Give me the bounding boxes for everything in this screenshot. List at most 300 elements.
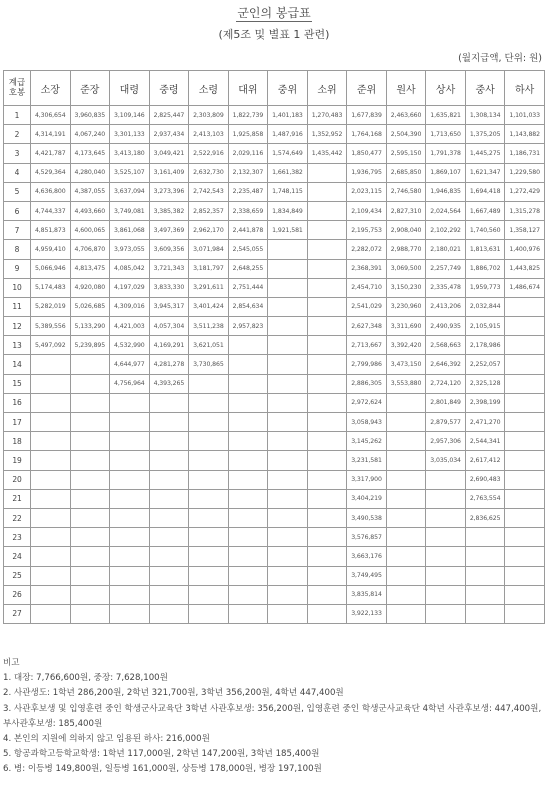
salary-cell bbox=[189, 528, 229, 547]
salary-cell bbox=[386, 508, 426, 527]
salary-cell: 1,886,702 bbox=[465, 259, 505, 278]
salary-cell: 2,454,710 bbox=[347, 278, 387, 297]
salary-cell bbox=[189, 508, 229, 527]
salary-cell bbox=[505, 566, 545, 585]
salary-cell: 1,401,183 bbox=[268, 106, 308, 125]
salary-cell: 4,281,278 bbox=[149, 355, 189, 374]
column-header: 준장 bbox=[70, 71, 110, 106]
notes-list bbox=[3, 671, 545, 777]
salary-cell: 4,085,042 bbox=[110, 259, 150, 278]
salary-cell: 1,677,839 bbox=[347, 106, 387, 125]
salary-cell: 1,445,275 bbox=[465, 144, 505, 163]
salary-cell bbox=[228, 604, 268, 623]
table-row bbox=[4, 470, 545, 489]
salary-cell bbox=[505, 297, 545, 316]
salary-cell: 2,024,564 bbox=[426, 201, 466, 220]
salary-cell bbox=[110, 566, 150, 585]
note-item: 2. 사관생도: 1학년 286,200원, 2학년 321,700원, 3학년 356,200원, 4학년 447,400원 bbox=[3, 688, 344, 699]
salary-cell: 5,026,685 bbox=[70, 297, 110, 316]
table-row bbox=[4, 451, 545, 470]
salary-cell bbox=[268, 317, 308, 336]
salary-cell: 4,280,040 bbox=[70, 163, 110, 182]
salary-cell: 2,471,270 bbox=[465, 413, 505, 432]
salary-cell: 1,229,580 bbox=[505, 163, 545, 182]
salary-cell bbox=[268, 240, 308, 259]
salary-cell: 3,071,984 bbox=[189, 240, 229, 259]
salary-cell: 1,308,134 bbox=[465, 106, 505, 125]
salary-cell bbox=[268, 393, 308, 412]
salary-cell bbox=[386, 604, 426, 623]
salary-cell bbox=[228, 374, 268, 393]
salary-cell: 5,174,483 bbox=[31, 278, 71, 297]
salary-cell: 3,401,424 bbox=[189, 297, 229, 316]
salary-cell bbox=[149, 451, 189, 470]
salary-cell bbox=[505, 585, 545, 604]
salary-cell bbox=[307, 566, 347, 585]
salary-cell bbox=[307, 336, 347, 355]
step-number: 8 bbox=[4, 240, 31, 259]
note-item: 5. 항공과학고등학교학생: 1학년 117,000원, 2학년 147,200원, 3학년 185,400원 bbox=[3, 749, 320, 760]
salary-cell: 4,813,475 bbox=[70, 259, 110, 278]
salary-cell bbox=[228, 566, 268, 585]
salary-cell: 1,487,916 bbox=[268, 125, 308, 144]
salary-cell: 3,291,611 bbox=[189, 278, 229, 297]
step-number: 18 bbox=[4, 432, 31, 451]
table-row bbox=[4, 547, 545, 566]
salary-cell: 3,609,356 bbox=[149, 240, 189, 259]
salary-cell bbox=[228, 432, 268, 451]
salary-cell bbox=[386, 547, 426, 566]
salary-cell: 1,822,739 bbox=[228, 106, 268, 125]
salary-cell bbox=[386, 451, 426, 470]
salary-cell: 3,553,880 bbox=[386, 374, 426, 393]
salary-cell: 4,706,870 bbox=[70, 240, 110, 259]
salary-cell bbox=[70, 374, 110, 393]
salary-cell: 2,937,434 bbox=[149, 125, 189, 144]
step-number: 10 bbox=[4, 278, 31, 297]
salary-cell: 2,029,116 bbox=[228, 144, 268, 163]
salary-cell bbox=[505, 451, 545, 470]
table-row bbox=[4, 432, 545, 451]
salary-cell bbox=[426, 489, 466, 508]
salary-cell: 3,181,797 bbox=[189, 259, 229, 278]
step-number: 26 bbox=[4, 585, 31, 604]
salary-cell: 2,105,915 bbox=[465, 317, 505, 336]
salary-cell bbox=[268, 585, 308, 604]
table-row bbox=[4, 297, 545, 316]
salary-cell: 4,421,787 bbox=[31, 144, 71, 163]
salary-cell bbox=[505, 413, 545, 432]
salary-cell bbox=[110, 547, 150, 566]
salary-cell bbox=[505, 355, 545, 374]
salary-cell: 1,834,849 bbox=[268, 201, 308, 220]
salary-cell bbox=[228, 470, 268, 489]
salary-cell: 2,023,115 bbox=[347, 182, 387, 201]
step-number: 22 bbox=[4, 508, 31, 527]
step-number: 2 bbox=[4, 125, 31, 144]
salary-cell: 3,833,330 bbox=[149, 278, 189, 297]
table-row bbox=[4, 393, 545, 412]
salary-cell: 2,879,577 bbox=[426, 413, 466, 432]
salary-cell: 3,861,068 bbox=[110, 221, 150, 240]
salary-cell: 1,621,347 bbox=[465, 163, 505, 182]
salary-cell bbox=[268, 336, 308, 355]
table-row bbox=[4, 259, 545, 278]
salary-cell: 1,869,107 bbox=[426, 163, 466, 182]
table-row bbox=[4, 508, 545, 527]
salary-cell: 2,836,625 bbox=[465, 508, 505, 527]
table-row bbox=[4, 125, 545, 144]
salary-cell bbox=[426, 566, 466, 585]
salary-cell: 1,186,731 bbox=[505, 144, 545, 163]
salary-cell: 3,413,180 bbox=[110, 144, 150, 163]
salary-cell bbox=[110, 604, 150, 623]
salary-cell: 4,173,645 bbox=[70, 144, 110, 163]
salary-cell: 2,988,770 bbox=[386, 240, 426, 259]
salary-cell bbox=[268, 297, 308, 316]
salary-cell bbox=[31, 566, 71, 585]
salary-cell bbox=[307, 451, 347, 470]
salary-cell: 4,959,410 bbox=[31, 240, 71, 259]
salary-cell bbox=[149, 508, 189, 527]
salary-cell: 1,791,378 bbox=[426, 144, 466, 163]
salary-cell: 1,101,033 bbox=[505, 106, 545, 125]
salary-cell: 2,335,478 bbox=[426, 278, 466, 297]
salary-cell bbox=[70, 470, 110, 489]
salary-cell: 4,744,337 bbox=[31, 201, 71, 220]
salary-cell bbox=[31, 604, 71, 623]
salary-cell bbox=[189, 604, 229, 623]
salary-cell bbox=[70, 528, 110, 547]
salary-cell bbox=[307, 604, 347, 623]
salary-cell: 2,825,447 bbox=[149, 106, 189, 125]
salary-cell: 2,646,392 bbox=[426, 355, 466, 374]
salary-cell bbox=[31, 585, 71, 604]
salary-cell: 3,230,960 bbox=[386, 297, 426, 316]
salary-cell bbox=[505, 547, 545, 566]
salary-cell bbox=[426, 508, 466, 527]
salary-cell: 3,730,865 bbox=[189, 355, 229, 374]
salary-cell bbox=[228, 547, 268, 566]
salary-cell bbox=[505, 317, 545, 336]
salary-cell: 2,801,849 bbox=[426, 393, 466, 412]
rank-step-header bbox=[4, 71, 31, 106]
column-header: 상사 bbox=[426, 71, 466, 106]
salary-cell: 4,421,003 bbox=[110, 317, 150, 336]
salary-cell: 1,813,631 bbox=[465, 240, 505, 259]
salary-cell: 2,627,348 bbox=[347, 317, 387, 336]
salary-cell: 2,799,986 bbox=[347, 355, 387, 374]
salary-cell bbox=[189, 451, 229, 470]
salary-cell: 5,239,895 bbox=[70, 336, 110, 355]
salary-cell bbox=[465, 566, 505, 585]
step-number: 20 bbox=[4, 470, 31, 489]
salary-cell: 3,231,581 bbox=[347, 451, 387, 470]
table-row bbox=[4, 355, 545, 374]
salary-cell: 3,721,343 bbox=[149, 259, 189, 278]
salary-cell bbox=[228, 489, 268, 508]
header-label-rank: 계급 bbox=[8, 78, 26, 88]
salary-cell bbox=[228, 585, 268, 604]
salary-cell bbox=[189, 489, 229, 508]
salary-cell: 2,908,040 bbox=[386, 221, 426, 240]
salary-cell bbox=[426, 604, 466, 623]
step-number: 23 bbox=[4, 528, 31, 547]
salary-cell: 3,150,230 bbox=[386, 278, 426, 297]
salary-cell: 4,314,191 bbox=[31, 125, 71, 144]
salary-cell: 4,057,304 bbox=[149, 317, 189, 336]
salary-cell bbox=[70, 604, 110, 623]
unit-note: (월지급액, 단위: 원) bbox=[458, 53, 542, 64]
page-subtitle: (제5조 및 별표 1 관련) bbox=[218, 28, 330, 41]
salary-cell: 1,443,825 bbox=[505, 259, 545, 278]
salary-cell: 3,576,857 bbox=[347, 528, 387, 547]
salary-cell: 2,441,878 bbox=[228, 221, 268, 240]
step-number: 1 bbox=[4, 106, 31, 125]
salary-cell: 2,544,341 bbox=[465, 432, 505, 451]
salary-cell: 2,338,659 bbox=[228, 201, 268, 220]
salary-cell: 4,169,291 bbox=[149, 336, 189, 355]
table-row bbox=[4, 528, 545, 547]
salary-cell: 2,827,310 bbox=[386, 201, 426, 220]
table-row bbox=[4, 221, 545, 240]
salary-cell bbox=[307, 585, 347, 604]
step-number: 24 bbox=[4, 547, 31, 566]
salary-cell bbox=[149, 393, 189, 412]
salary-cell: 2,102,292 bbox=[426, 221, 466, 240]
salary-cell: 1,143,882 bbox=[505, 125, 545, 144]
salary-cell: 4,197,029 bbox=[110, 278, 150, 297]
salary-cell bbox=[307, 528, 347, 547]
salary-cell bbox=[268, 355, 308, 374]
salary-cell bbox=[189, 413, 229, 432]
step-number: 5 bbox=[4, 182, 31, 201]
salary-cell bbox=[307, 432, 347, 451]
salary-cell bbox=[386, 489, 426, 508]
salary-cell bbox=[31, 413, 71, 432]
salary-cell: 2,852,357 bbox=[189, 201, 229, 220]
table-row bbox=[4, 489, 545, 508]
salary-cell: 4,309,016 bbox=[110, 297, 150, 316]
step-number: 27 bbox=[4, 604, 31, 623]
salary-cell bbox=[307, 278, 347, 297]
salary-cell bbox=[307, 393, 347, 412]
salary-cell bbox=[307, 297, 347, 316]
salary-cell bbox=[307, 317, 347, 336]
salary-cell: 1,375,205 bbox=[465, 125, 505, 144]
salary-cell: 1,400,976 bbox=[505, 240, 545, 259]
salary-cell: 3,621,051 bbox=[189, 336, 229, 355]
salary-cell: 2,854,634 bbox=[228, 297, 268, 316]
salary-cell bbox=[149, 547, 189, 566]
salary-cell: 2,541,029 bbox=[347, 297, 387, 316]
salary-cell bbox=[149, 413, 189, 432]
salary-cell bbox=[149, 489, 189, 508]
salary-cell bbox=[70, 432, 110, 451]
salary-cell bbox=[110, 432, 150, 451]
salary-cell: 4,393,265 bbox=[149, 374, 189, 393]
salary-cell bbox=[228, 413, 268, 432]
salary-cell: 2,746,580 bbox=[386, 182, 426, 201]
salary-cell bbox=[505, 508, 545, 527]
salary-cell: 1,713,650 bbox=[426, 125, 466, 144]
salary-cell: 3,404,219 bbox=[347, 489, 387, 508]
salary-cell bbox=[31, 355, 71, 374]
table-row bbox=[4, 106, 545, 125]
salary-cell: 2,957,823 bbox=[228, 317, 268, 336]
salary-cell bbox=[268, 451, 308, 470]
column-header: 대위 bbox=[228, 71, 268, 106]
salary-cell: 1,925,858 bbox=[228, 125, 268, 144]
salary-cell bbox=[307, 547, 347, 566]
salary-cell: 2,235,487 bbox=[228, 182, 268, 201]
table-row bbox=[4, 566, 545, 585]
note-item: 6. 병: 이등병 149,800원, 일등병 161,000원, 상등병 178,000원, 병장 197,100원 bbox=[3, 764, 322, 775]
salary-cell: 3,525,107 bbox=[110, 163, 150, 182]
salary-cell: 2,180,021 bbox=[426, 240, 466, 259]
header-label-step: 호봉 bbox=[8, 88, 26, 98]
salary-cell bbox=[31, 547, 71, 566]
step-number: 14 bbox=[4, 355, 31, 374]
salary-cell bbox=[189, 470, 229, 489]
table-row bbox=[4, 144, 545, 163]
salary-cell: 1,272,429 bbox=[505, 182, 545, 201]
salary-cell: 4,387,055 bbox=[70, 182, 110, 201]
salary-cell: 3,497,369 bbox=[149, 221, 189, 240]
salary-cell: 1,270,483 bbox=[307, 106, 347, 125]
salary-cell: 4,493,660 bbox=[70, 201, 110, 220]
salary-cell bbox=[505, 604, 545, 623]
salary-cell: 3,392,420 bbox=[386, 336, 426, 355]
salary-cell: 2,178,986 bbox=[465, 336, 505, 355]
salary-cell: 1,486,674 bbox=[505, 278, 545, 297]
salary-cell bbox=[386, 566, 426, 585]
salary-cell: 1,358,127 bbox=[505, 221, 545, 240]
salary-cell bbox=[268, 528, 308, 547]
step-number: 3 bbox=[4, 144, 31, 163]
salary-cell: 3,317,900 bbox=[347, 470, 387, 489]
salary-cell bbox=[31, 470, 71, 489]
salary-cell bbox=[149, 528, 189, 547]
salary-cell bbox=[70, 547, 110, 566]
salary-cell: 3,473,150 bbox=[386, 355, 426, 374]
salary-cell bbox=[189, 432, 229, 451]
salary-cell: 3,049,421 bbox=[149, 144, 189, 163]
salary-cell: 1,748,115 bbox=[268, 182, 308, 201]
step-number: 25 bbox=[4, 566, 31, 585]
salary-cell: 4,067,240 bbox=[70, 125, 110, 144]
salary-cell bbox=[110, 470, 150, 489]
salary-cell bbox=[70, 585, 110, 604]
salary-cell: 2,724,120 bbox=[426, 374, 466, 393]
salary-cell bbox=[189, 566, 229, 585]
salary-cell bbox=[268, 374, 308, 393]
salary-cell bbox=[70, 413, 110, 432]
salary-cell: 3,161,409 bbox=[149, 163, 189, 182]
salary-cell: 2,568,663 bbox=[426, 336, 466, 355]
salary-cell: 2,522,916 bbox=[189, 144, 229, 163]
salary-cell bbox=[307, 355, 347, 374]
salary-cell: 2,685,850 bbox=[386, 163, 426, 182]
salary-cell bbox=[505, 336, 545, 355]
salary-cell: 3,058,943 bbox=[347, 413, 387, 432]
salary-cell bbox=[307, 201, 347, 220]
column-header: 소장 bbox=[31, 71, 71, 106]
salary-cell bbox=[189, 393, 229, 412]
salary-cell: 4,600,065 bbox=[70, 221, 110, 240]
salary-cell bbox=[70, 393, 110, 412]
salary-cell bbox=[31, 393, 71, 412]
salary-cell: 3,490,538 bbox=[347, 508, 387, 527]
salary-cell: 2,413,206 bbox=[426, 297, 466, 316]
salary-cell bbox=[70, 451, 110, 470]
table-row bbox=[4, 278, 545, 297]
salary-cell bbox=[31, 374, 71, 393]
salary-cell bbox=[505, 432, 545, 451]
salary-cell: 4,756,964 bbox=[110, 374, 150, 393]
step-number: 6 bbox=[4, 201, 31, 220]
salary-cell bbox=[426, 528, 466, 547]
column-header: 원사 bbox=[386, 71, 426, 106]
salary-cell bbox=[268, 470, 308, 489]
note-item: 1. 대장: 7,766,600원, 중장: 7,628,100원 bbox=[3, 673, 168, 684]
salary-cell bbox=[505, 374, 545, 393]
salary-cell: 2,742,543 bbox=[189, 182, 229, 201]
salary-cell bbox=[268, 508, 308, 527]
salary-cell: 1,694,418 bbox=[465, 182, 505, 201]
salary-cell: 1,740,560 bbox=[465, 221, 505, 240]
salary-cell: 3,945,317 bbox=[149, 297, 189, 316]
table-body bbox=[4, 106, 545, 624]
salary-cell bbox=[386, 393, 426, 412]
column-header: 대령 bbox=[110, 71, 150, 106]
salary-cell: 3,035,034 bbox=[426, 451, 466, 470]
salary-cell bbox=[307, 470, 347, 489]
salary-cell bbox=[149, 585, 189, 604]
salary-cell: 1,574,649 bbox=[268, 144, 308, 163]
salary-cell bbox=[110, 528, 150, 547]
salary-cell: 4,644,977 bbox=[110, 355, 150, 374]
salary-cell: 3,273,396 bbox=[149, 182, 189, 201]
table-row bbox=[4, 163, 545, 182]
salary-cell bbox=[386, 470, 426, 489]
column-header: 준위 bbox=[347, 71, 387, 106]
step-number: 16 bbox=[4, 393, 31, 412]
salary-cell: 2,504,390 bbox=[386, 125, 426, 144]
salary-cell bbox=[189, 585, 229, 604]
salary-cell: 2,962,170 bbox=[189, 221, 229, 240]
salary-cell bbox=[426, 547, 466, 566]
salary-cell: 5,497,092 bbox=[31, 336, 71, 355]
salary-cell: 4,920,080 bbox=[70, 278, 110, 297]
salary-cell bbox=[31, 432, 71, 451]
salary-cell bbox=[465, 604, 505, 623]
salary-cell: 1,435,442 bbox=[307, 144, 347, 163]
salary-cell bbox=[386, 413, 426, 432]
step-number: 17 bbox=[4, 413, 31, 432]
column-header: 소위 bbox=[307, 71, 347, 106]
salary-cell bbox=[228, 451, 268, 470]
salary-cell: 2,032,844 bbox=[465, 297, 505, 316]
salary-cell: 4,532,990 bbox=[110, 336, 150, 355]
salary-cell bbox=[110, 585, 150, 604]
salary-cell bbox=[307, 163, 347, 182]
salary-cell bbox=[307, 508, 347, 527]
salary-cell bbox=[149, 432, 189, 451]
salary-cell bbox=[465, 547, 505, 566]
salary-cell: 4,529,364 bbox=[31, 163, 71, 182]
salary-cell: 5,282,019 bbox=[31, 297, 71, 316]
